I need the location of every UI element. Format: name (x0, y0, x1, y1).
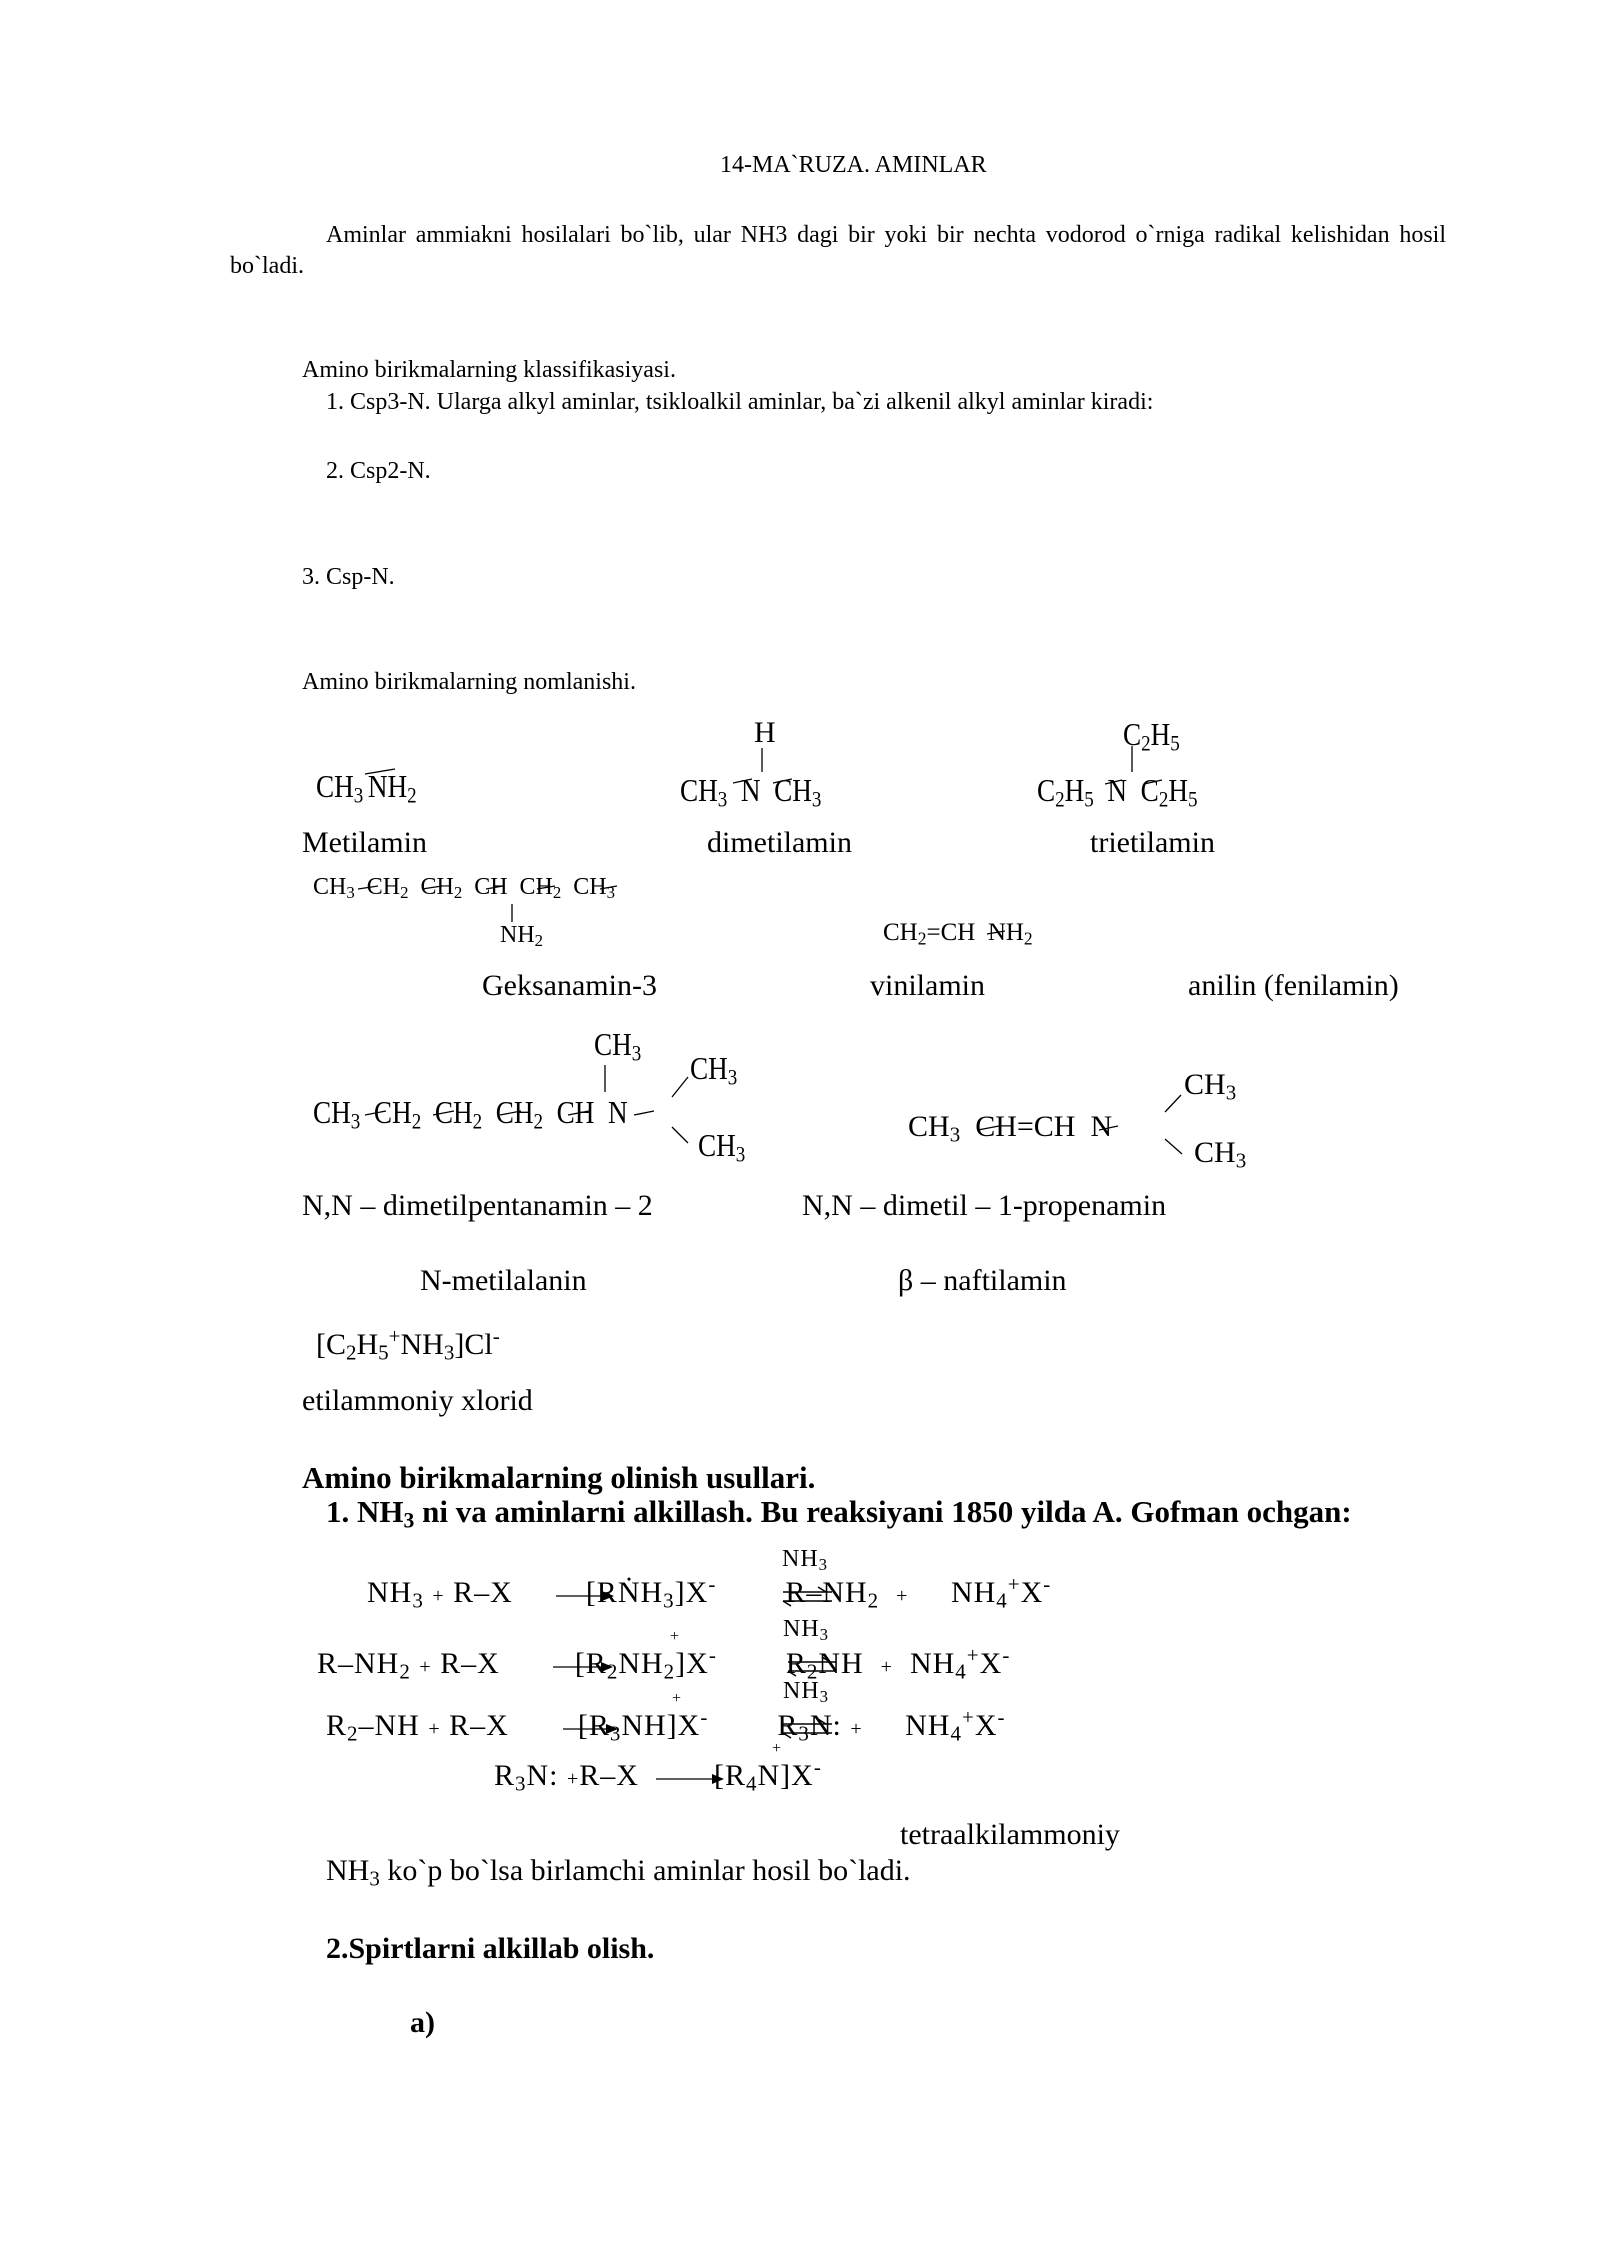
name-dimetilpentanamin: N,N – dimetilpentanamin – 2 (302, 1189, 653, 1222)
formula-dimetilamin-h: H (754, 716, 776, 749)
classification-item-1: 1. Csp3-N. Ularga alkyl aminlar, tsikloalkil aminlar, ba`zi alkenil alkyl aminlar kiradi: (326, 389, 1154, 415)
name-trietilamin: trietilamin (1090, 826, 1215, 859)
formula-metilamin: $CH_3$ $NH_2$ (316, 768, 417, 808)
formula-geksanamin-nh2: $NH_2$ (500, 922, 544, 951)
synthesis-heading: Amino birikmalarning olinish usullari. (302, 1460, 816, 1495)
formula-trietilamin: $C_2H_5$ N $C_2H_5$ (1037, 772, 1198, 812)
classification-item-2: 2. Csp2-N. (326, 458, 431, 484)
charge-plus-3: + (672, 1690, 682, 1707)
formula-trietilamin-top: $C_2H_5$ (1123, 716, 1180, 756)
reaction-4: $R_3N$: +R–X $[R_4N]X^-$ (494, 1755, 822, 1796)
name-etilammoniy: etilammoniy xlorid (302, 1384, 533, 1417)
synthesis-method-1: 1. $NH_3$ ni va aminlarni alkillash. Bu reaksiyani 1850 yilda A. Gofman ochgan: (326, 1494, 1352, 1533)
formula-etilammoniy: $[C_2H_5^+NH_3]Cl^-$ (316, 1324, 500, 1365)
intro-paragraph: Aminlar ammiakni hosilalari bo`lib, ular NH3 dagi bir yoki bir nechta vodorod o`rniga radikal kelishidan hosil bo`ladi. (230, 222, 1446, 279)
page-title: 14-MA`RUZA. AMINLAR (720, 152, 987, 178)
name-vinilamin: vinilamin (870, 969, 985, 1002)
formula-geksanamin-chain: $CH_3$ $CH_2$ $CH_2$ CH $CH_2$ $CH_3$ (313, 874, 616, 903)
formula-pentanamin-chain: $CH_3$ $CH_2$ $CH_2$ $CH_2$ CH N (313, 1094, 628, 1134)
reaction-2: $R-NH_2 + R-X$ $[R_2NH_2]X^-$ $R_2NH + NH_4^+X^-$ (317, 1643, 1011, 1684)
formula-propenamin-ch3-b: $CH_3$ (1194, 1136, 1247, 1173)
formula-dimetilamin: $CH_3$ N $CH_3$ (680, 772, 822, 812)
classification-item-3: 3. Csp-N. (302, 564, 395, 590)
formula-pentanamin-ch3-b: $CH_3$ (698, 1127, 746, 1167)
synthesis-note: $NH_3$ ko`p bo`lsa birlamchi aminlar hosil bo`ladi. (326, 1854, 911, 1891)
nomenclature-heading: Amino birikmalarning nomlanishi. (302, 669, 636, 695)
formula-vinilamin: $CH_2=CH$ $NH_2$ (883, 919, 1033, 949)
arrow-label-2: $NH_3$ (783, 1616, 830, 1645)
formula-propenamin: $CH_3$ CH=CH N (908, 1110, 1113, 1147)
formula-propenamin-ch3-a: $CH_3$ (1184, 1068, 1237, 1105)
name-dimetilpropenamin: N,N – dimetil – 1-propenamin (802, 1189, 1167, 1222)
synthesis-sub-a: a) (410, 2006, 435, 2039)
arrow-label-1: $NH_3$ (782, 1546, 829, 1575)
name-metilalanin: N-metilalanin (420, 1264, 587, 1297)
arrow-label-3: $NH_3$ (783, 1678, 830, 1707)
name-anilin: anilin (fenilamin) (1188, 969, 1399, 1002)
formula-pentanamin-ch3-a: $CH_3$ (690, 1050, 738, 1090)
reaction-1: $NH_3 + R-X$ [RṄH$_3$]X- $R-NH_2$ + $NH_4^+X^-$ (367, 1572, 1052, 1613)
name-naftilamin: β – naftilamin (898, 1264, 1067, 1297)
formula-pentanamin-ch3-top: $CH_3$ (594, 1026, 642, 1066)
charge-plus-4: + (772, 1740, 782, 1757)
tetra-label: tetraalkilammoniy (900, 1818, 1120, 1851)
name-dimetilamin: dimetilamin (707, 826, 852, 859)
name-geksanamin: Geksanamin-3 (482, 969, 657, 1002)
reaction-3: $R_2-NH + R-X$ $[R_3NH]X^-$ $R_3N$: + $NH_4^+X^-$ (326, 1705, 1006, 1746)
charge-plus-2: + (670, 1628, 680, 1645)
synthesis-method-2: 2.Spirtlarni alkillab olish. (326, 1932, 655, 1965)
classification-heading: Amino birikmalarning klassifikasiyasi. (302, 357, 676, 383)
name-metilamin: Metilamin (302, 826, 427, 859)
